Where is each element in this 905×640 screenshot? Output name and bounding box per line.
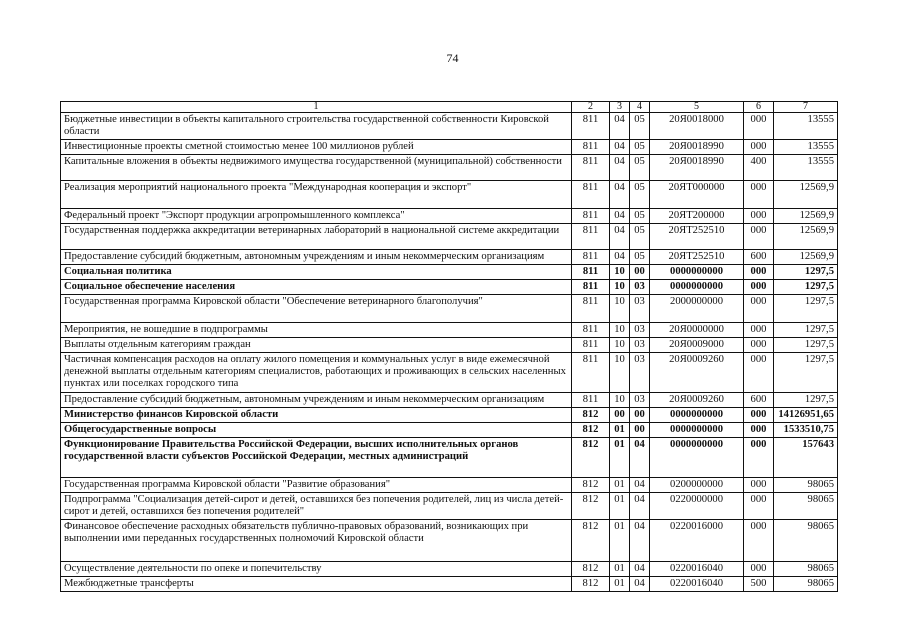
section-code: 00: [610, 408, 630, 423]
expense-type-code: 000: [744, 493, 774, 520]
target-article-code: 0220016040: [650, 577, 744, 592]
header-col-4: 4: [630, 102, 650, 113]
item-name: Мероприятия, не вошедшие в подпрограммы: [61, 323, 572, 338]
section-code: 04: [610, 113, 630, 140]
expense-type-code: 000: [744, 224, 774, 250]
amount: 98065: [774, 520, 838, 562]
table-row: [61, 209, 838, 224]
subsection-code: 04: [630, 493, 650, 520]
expense-type-code: 000: [744, 140, 774, 155]
section-code: 04: [610, 224, 630, 250]
target-article-code: 20Я0009260: [650, 353, 744, 393]
subsection-code: 03: [630, 280, 650, 295]
subsection-code: 00: [630, 423, 650, 438]
header-col-5: 5: [650, 102, 744, 113]
subsection-code: 05: [630, 224, 650, 250]
amount: 1297,5: [774, 338, 838, 353]
table-row: [61, 493, 838, 520]
amount: 12569,9: [774, 181, 838, 209]
target-article-code: 0200000000: [650, 478, 744, 493]
section-code: 04: [610, 155, 630, 181]
subsection-code: 03: [630, 353, 650, 393]
target-article-code: 20ЯТ000000: [650, 181, 744, 209]
amount: 12569,9: [774, 209, 838, 224]
header-col-3: 3: [610, 102, 630, 113]
ministry-code: 812: [572, 577, 610, 592]
subsection-code: 03: [630, 323, 650, 338]
table-row: [61, 250, 838, 265]
item-name: Федеральный проект "Экспорт продукции агропромышленного комплекса": [61, 209, 572, 224]
amount: 1297,5: [774, 265, 838, 280]
subsection-code: 05: [630, 209, 650, 224]
amount: 1297,5: [774, 353, 838, 393]
amount: 14126951,65: [774, 408, 838, 423]
section-code: 10: [610, 295, 630, 323]
item-name: Государственная программа Кировской области "Развитие образования": [61, 478, 572, 493]
item-name: Выплаты отдельным категориям граждан: [61, 338, 572, 353]
table-row: [61, 438, 838, 478]
ministry-code: 811: [572, 140, 610, 155]
ministry-code: 811: [572, 323, 610, 338]
header-col-6: 6: [744, 102, 774, 113]
item-name: Общегосударственные вопросы: [61, 423, 572, 438]
amount: 12569,9: [774, 224, 838, 250]
ministry-code: 811: [572, 265, 610, 280]
target-article-code: 0220000000: [650, 493, 744, 520]
item-name: Социальное обеспечение населения: [61, 280, 572, 295]
table-row: [61, 520, 838, 562]
amount: 98065: [774, 493, 838, 520]
target-article-code: 0000000000: [650, 408, 744, 423]
subsection-code: 04: [630, 577, 650, 592]
ministry-code: 812: [572, 562, 610, 577]
target-article-code: 20Я0000000: [650, 323, 744, 338]
ministry-code: 811: [572, 295, 610, 323]
expense-type-code: 000: [744, 520, 774, 562]
target-article-code: 0000000000: [650, 265, 744, 280]
table-row: [61, 393, 838, 408]
subsection-code: 00: [630, 408, 650, 423]
ministry-code: 811: [572, 224, 610, 250]
table-row: [61, 478, 838, 493]
table-row: [61, 353, 838, 393]
target-article-code: 0000000000: [650, 438, 744, 478]
target-article-code: 20Я0009000: [650, 338, 744, 353]
subsection-code: 05: [630, 140, 650, 155]
ministry-code: 811: [572, 209, 610, 224]
ministry-code: 811: [572, 338, 610, 353]
ministry-code: 812: [572, 438, 610, 478]
ministry-code: 812: [572, 520, 610, 562]
section-code: 10: [610, 280, 630, 295]
expense-type-code: 000: [744, 113, 774, 140]
ministry-code: 811: [572, 181, 610, 209]
item-name: Осуществление деятельности по опеке и попечительству: [61, 562, 572, 577]
section-code: 01: [610, 577, 630, 592]
ministry-code: 811: [572, 353, 610, 393]
item-name: Предоставление субсидий бюджетным, автономным учреждениям и иным некоммерческим организациям: [61, 393, 572, 408]
amount: 1297,5: [774, 280, 838, 295]
target-article-code: 20Я0018990: [650, 140, 744, 155]
subsection-code: 05: [630, 113, 650, 140]
expense-type-code: 000: [744, 295, 774, 323]
table-row: [61, 113, 838, 140]
amount: 1533510,75: [774, 423, 838, 438]
section-code: 10: [610, 353, 630, 393]
ministry-code: 812: [572, 408, 610, 423]
subsection-code: 04: [630, 438, 650, 478]
subsection-code: 00: [630, 265, 650, 280]
expense-type-code: 000: [744, 408, 774, 423]
subsection-code: 04: [630, 520, 650, 562]
section-code: 01: [610, 438, 630, 478]
expense-type-code: 600: [744, 393, 774, 408]
table-row: [61, 280, 838, 295]
target-article-code: 0220016000: [650, 520, 744, 562]
expense-type-code: 000: [744, 280, 774, 295]
target-article-code: 2000000000: [650, 295, 744, 323]
ministry-code: 811: [572, 250, 610, 265]
amount: 13555: [774, 155, 838, 181]
item-name: Капитальные вложения в объекты недвижимого имущества государственной (муниципальной) собственности: [61, 155, 572, 181]
table-row: [61, 423, 838, 438]
ministry-code: 811: [572, 113, 610, 140]
item-name: Предоставление субсидий бюджетным, автономным учреждениям и иным некоммерческим организациям: [61, 250, 572, 265]
subsection-code: 03: [630, 393, 650, 408]
subsection-code: 05: [630, 155, 650, 181]
amount: 12569,9: [774, 250, 838, 265]
subsection-code: 04: [630, 478, 650, 493]
item-name: Инвестиционные проекты сметной стоимостью менее 100 миллионов рублей: [61, 140, 572, 155]
expense-type-code: 000: [744, 353, 774, 393]
subsection-code: 05: [630, 250, 650, 265]
target-article-code: 20Я0018990: [650, 155, 744, 181]
expense-type-code: 000: [744, 265, 774, 280]
expense-type-code: 000: [744, 209, 774, 224]
item-name: Частичная компенсация расходов на оплату жилого помещения и коммунальных услуг в виде ежемесячной денежной выплаты отдельным категориям специалистов, работающих и проживающих в сельских населенных пунктах или поселках городского типа: [61, 353, 572, 393]
subsection-code: 04: [630, 562, 650, 577]
table-row: [61, 295, 838, 323]
amount: 1297,5: [774, 295, 838, 323]
amount: 98065: [774, 478, 838, 493]
section-code: 01: [610, 493, 630, 520]
subsection-code: 03: [630, 295, 650, 323]
section-code: 01: [610, 520, 630, 562]
expense-type-code: 400: [744, 155, 774, 181]
item-name: Социальная политика: [61, 265, 572, 280]
table-row: [61, 577, 838, 592]
header-col-2: 2: [572, 102, 610, 113]
ministry-code: 811: [572, 280, 610, 295]
expense-type-code: 600: [744, 250, 774, 265]
expense-type-code: 000: [744, 562, 774, 577]
expense-type-code: 000: [744, 438, 774, 478]
header-row: [61, 102, 838, 113]
amount: 1297,5: [774, 393, 838, 408]
ministry-code: 812: [572, 493, 610, 520]
section-code: 04: [610, 140, 630, 155]
ministry-code: 811: [572, 393, 610, 408]
target-article-code: 0000000000: [650, 280, 744, 295]
section-code: 01: [610, 478, 630, 493]
item-name: Министерство финансов Кировской области: [61, 408, 572, 423]
expense-type-code: 000: [744, 423, 774, 438]
section-code: 10: [610, 265, 630, 280]
section-code: 04: [610, 250, 630, 265]
section-code: 04: [610, 181, 630, 209]
section-code: 01: [610, 562, 630, 577]
amount: 13555: [774, 113, 838, 140]
amount: 13555: [774, 140, 838, 155]
page-number: 74: [446, 51, 459, 65]
table-row: [61, 338, 838, 353]
section-code: 01: [610, 423, 630, 438]
expense-type-code: 500: [744, 577, 774, 592]
amount: 98065: [774, 577, 838, 592]
header-col-7: 7: [774, 102, 838, 113]
budget-table: [60, 101, 838, 592]
section-code: 10: [610, 338, 630, 353]
subsection-code: 05: [630, 181, 650, 209]
table-row: [61, 323, 838, 338]
subsection-code: 03: [630, 338, 650, 353]
target-article-code: 20ЯТ200000: [650, 209, 744, 224]
item-name: Функционирование Правительства Российской Федерации, высших исполнительных органов государственной власти субъектов Российской Федерации, местных администраций: [61, 438, 572, 478]
table-row: [61, 155, 838, 181]
section-code: 10: [610, 393, 630, 408]
section-code: 10: [610, 323, 630, 338]
item-name: Межбюджетные трансферты: [61, 577, 572, 592]
target-article-code: 0000000000: [650, 423, 744, 438]
item-name: Реализация мероприятий национального проекта "Международная кооперация и экспорт": [61, 181, 572, 209]
section-code: 04: [610, 209, 630, 224]
ministry-code: 812: [572, 478, 610, 493]
item-name: Финансовое обеспечение расходных обязательств публично-правовых образований, возникающих при выполнении ими переданных государственных полномочий Кировской области: [61, 520, 572, 562]
ministry-code: 812: [572, 423, 610, 438]
table-row: [61, 562, 838, 577]
target-article-code: 20Я0009260: [650, 393, 744, 408]
target-article-code: 20Я0018000: [650, 113, 744, 140]
item-name: Государственная программа Кировской области "Обеспечение ветеринарного благополучия": [61, 295, 572, 323]
item-name: Бюджетные инвестиции в объекты капитального строительства государственной собственности Кировской области: [61, 113, 572, 140]
target-article-code: 20ЯТ252510: [650, 250, 744, 265]
expense-type-code: 000: [744, 338, 774, 353]
amount: 157643: [774, 438, 838, 478]
table-row: [61, 140, 838, 155]
expense-type-code: 000: [744, 323, 774, 338]
amount: 98065: [774, 562, 838, 577]
table-row: [61, 265, 838, 280]
amount: 1297,5: [774, 323, 838, 338]
expense-type-code: 000: [744, 478, 774, 493]
target-article-code: 20ЯТ252510: [650, 224, 744, 250]
target-article-code: 0220016040: [650, 562, 744, 577]
item-name: Государственная поддержка аккредитации ветеринарных лабораторий в национальной системе аккредитации: [61, 224, 572, 250]
item-name: Подпрограмма "Социализация детей-сирот и детей, оставшихся без попечения родителей, лиц из числа детей-сирот и детей, оставшихся без попечения родителей": [61, 493, 572, 520]
table-row: [61, 408, 838, 423]
table-row: [61, 181, 838, 209]
expense-type-code: 000: [744, 181, 774, 209]
ministry-code: 811: [572, 155, 610, 181]
table-row: [61, 224, 838, 250]
header-col-1: 1: [61, 102, 572, 113]
